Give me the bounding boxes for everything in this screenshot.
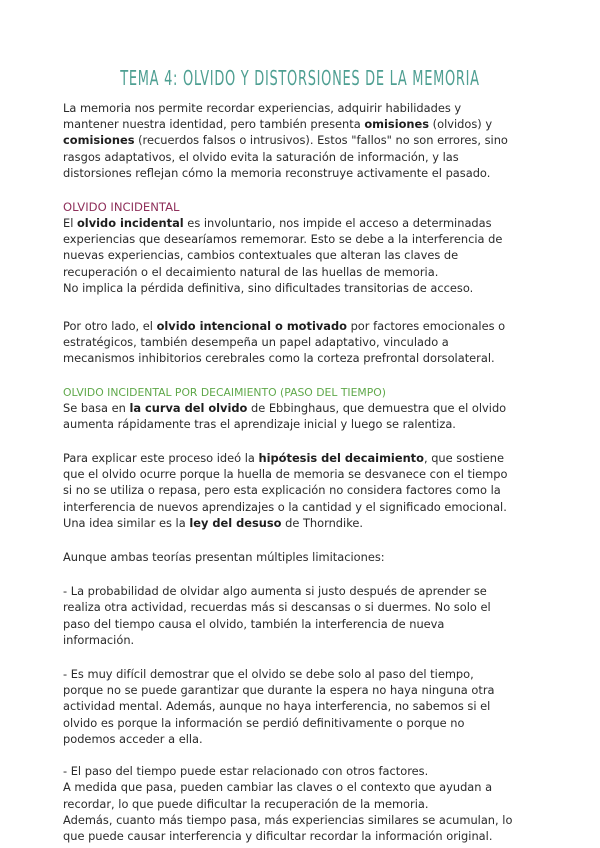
bold-term: comisiones — [63, 133, 135, 148]
section-heading-incidental: OLVIDO INCIDENTAL — [63, 200, 180, 215]
limitation-detail: A medida que pasa, pueden cambiar las claves o el contexto que ayudan a recordar, lo que puede dificultar la recuperación de la memoria. — [63, 780, 493, 811]
text-run: de Thorndike. — [281, 515, 364, 530]
section-heading-decay: OLVIDO INCIDENTAL POR DECAIMIENTO (PASO DEL TIEMPO) — [63, 385, 386, 399]
bold-term: omisiones — [364, 117, 430, 132]
text-run: Se basa en — [63, 400, 130, 415]
bold-term: ley del desuso — [189, 515, 282, 530]
bold-term: la curva del olvido — [129, 400, 248, 415]
text-run: Por otro lado, el — [63, 319, 157, 334]
text-run: (olvidos) y — [429, 117, 493, 132]
incidental-note: No implica la pérdida definitiva, sino dificultades transitorias de acceso. — [63, 280, 474, 295]
text-run: Para explicar este proceso ideó la — [63, 451, 259, 466]
decay-paragraph-1 — [63, 400, 513, 432]
text-run: (recuerdos falsos o intrusivos). Estos "fallos" no son errores, sino rasgos adaptativos, el olvido evita la saturación de información, y las distorsiones reflejan cómo la memoria reconstruye activamente el pasado. — [63, 133, 508, 180]
limitation-item: - El paso del tiempo puede estar relacionado con otros factores. — [63, 764, 429, 779]
text-run: La memoria nos permite recordar experiencias, adquirir habilidades y mantener nuestra identidad, pero también presenta — [63, 101, 462, 132]
bold-term: hipótesis del decaimiento — [258, 451, 424, 466]
intentional-paragraph — [63, 318, 513, 367]
document-body — [63, 100, 513, 844]
intro-paragraph — [63, 100, 513, 181]
incidental-paragraph — [63, 215, 513, 280]
text-run: El — [63, 216, 77, 231]
bold-term: olvido intencional o motivado — [156, 319, 347, 334]
text-run: es involuntario, nos impide el acceso a determinadas experiencias que desearíamos rememorar. Esto se debe a la interferencia de nuevas experiencias, cambios contextuales que alteran las claves de recuperación o el decaimiento natural de las huellas de memoria. — [63, 216, 503, 279]
limitations-intro: Aunque ambas teorías presentan múltiples limitaciones: — [63, 550, 385, 565]
limitation-detail: Además, cuanto más tiempo pasa, más experiencias similares se acumulan, lo que puede causar interferencia y dificultar recordar la información original. — [63, 812, 513, 843]
decay-paragraph-2 — [63, 450, 513, 531]
bold-term: olvido incidental — [76, 216, 184, 231]
limitation-item: - Es muy difícil demostrar que el olvido se debe solo al paso del tiempo, porque no se puede garantizar que durante la espera no haya ninguna otra actividad mental. Además, aunque no haya interferencia, no sabemos si el olvido es porque la información se perdió definitivamente o porque no podemos acceder a ella. — [63, 667, 495, 746]
text-run: por factores emocionales o estratégicos, también desempeña un papel adaptativo, vinculado a mecanismos inhibitorios cerebrales como la corteza prefrontal dorsolateral. — [63, 319, 506, 366]
text-run: de Ebbinghaus, que demuestra que el olvido aumenta rápidamente tras el aprendizaje inicial y luego se ralentiza. — [63, 400, 507, 431]
limitation-item: - La probabilidad de olvidar algo aumenta si justo después de aprender se realiza otra actividad, recuerdas más si descansas o si duermes. No solo el paso del tiempo causa el olvido, también la interferencia de nueva información. — [63, 584, 491, 647]
text-run: , que sostiene que el olvido ocurre porque la huella de memoria se desvanece con el tiempo si no se utiliza o repasa, pero esta explicación no considera factores como la interferencia de nuevos aprendizajes o la cantidad y el significado emocional. Una idea similar es la — [63, 451, 508, 530]
page-title: TEMA 4: OLVIDO Y DISTORSIONES DE LA MEMORIA — [120, 66, 480, 90]
